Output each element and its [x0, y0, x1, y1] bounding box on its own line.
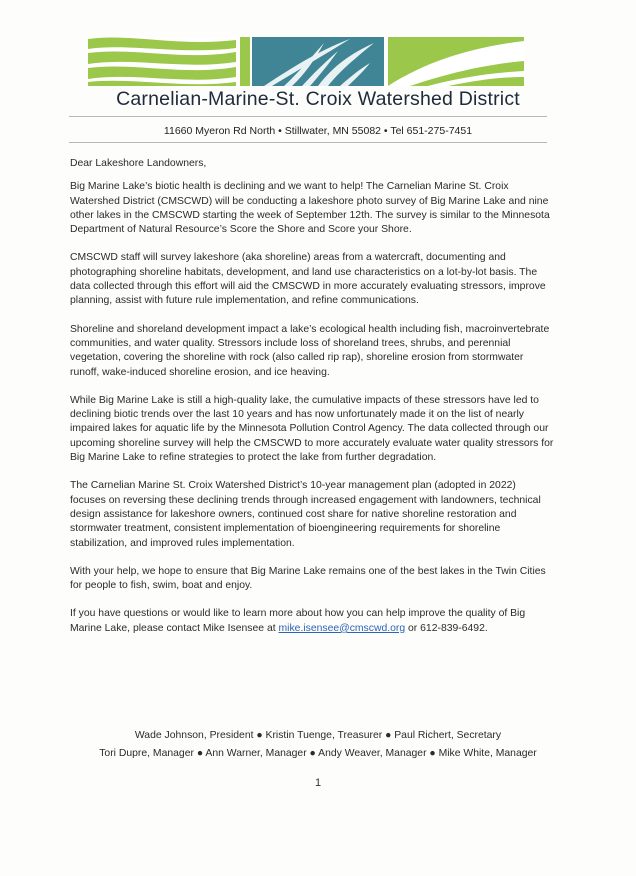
paragraph-management-plan: The Carnelian Marine St. Croix Watershed District’s 10-year management plan (adopted in 2022) focuses on reversing these declining trends through increased engagement with landowners, technical design assistance for lakeshore owners, continued cost share for native shoreline restoration and stormwater treatment, consistent implementation of bioengineering requirements for shoreline stabilization, and improved rules implementation.: [70, 480, 541, 549]
org-address: 11660 Myeron Rd North • Stillwater, MN 55082 • Tel 651-275-7451: [163, 125, 473, 137]
header-rule-bottom: [69, 142, 547, 143]
board-line-managers: Tori Dupre, Manager ● Ann Warner, Manager ● Andy Weaver, Manager ● Mike White, Manager: [99, 748, 537, 759]
board-line-officers: Wade Johnson, President ● Kristin Tuenge, Treasurer ● Paul Richert, Secretary: [134, 730, 502, 741]
paragraph-with-your-help: With your help, we hope to ensure that Big Marine Lake remains one of the best lakes in the Twin Cities for people to fish, swim, boat and enjoy.: [70, 565, 546, 592]
contact-phone-text: or 612-839-6492.: [405, 622, 488, 634]
org-name: Carnelian-Marine-St. Croix Watershed District: [116, 88, 520, 110]
paragraph-contact: [70, 607, 554, 636]
page-number: 1: [314, 777, 322, 789]
paragraph-lake-status: While Big Marine Lake is still a high-quality lake, the cumulative impacts of these stressors have led to declining biotic trends over the last 10 years and has now unfortunately made it on the list of nearly impaired lakes for aquatic life by the Minnesota Pollution Control Agency. The data collected through our upcoming shoreline survey will help the CMSCWD to more accurately evaluate water quality stressors for Big Marine Lake to refine strategies to protect the lake from further degradation.: [70, 394, 554, 464]
paragraph-stressors: Shoreline and shoreland development impact a lake’s ecological health including fish, macroinvertebrate communities, and water quality. Stressors include loss of shoreland trees, shrubs, and perennial vegetation, covering the shoreline with rock (also called rip rap), shoreline erosion from stormwater runoff, wake-induced shoreline erosion, and ice heaving.: [70, 323, 550, 378]
paragraph-survey-method: CMSCWD staff will survey lakeshore (aka shoreline) areas from a watercraft, documenting and photographing shoreline habitats, development, and land use characteristics on a lot-by-lot basis. The data collected through this effort will aid the CMSCWD in more accurately evaluating stressors, improve planning, assist with future rule implementation, and refine communications.: [70, 252, 546, 307]
contact-email-link[interactable]: mike.isensee@cmscwd.org: [278, 622, 406, 634]
paragraph-survey-intro: Big Marine Lake’s biotic health is declining and we want to help! The Carnelian Marine St. Croix Watershed District (CMSCWD) will be conducting a lakeshore photo survey of Big Marine Lake and nine other lakes in the CMSCWD starting the week of September 12th. The survey is similar to the Minnesota Department of Natural Resource’s Score the Shore and Score your Shore.: [70, 181, 550, 236]
district-logo: [88, 37, 524, 86]
letter-body: [70, 157, 554, 650]
header-rule-top: [69, 116, 547, 117]
salutation: Dear Lakeshore Landowners,: [70, 158, 207, 169]
contact-text: If you have questions or would like to learn more about how you can help improve the quality of Big Marine Lake, please contact Mike Isensee at: [70, 608, 526, 634]
board-of-managers: [0, 727, 636, 763]
